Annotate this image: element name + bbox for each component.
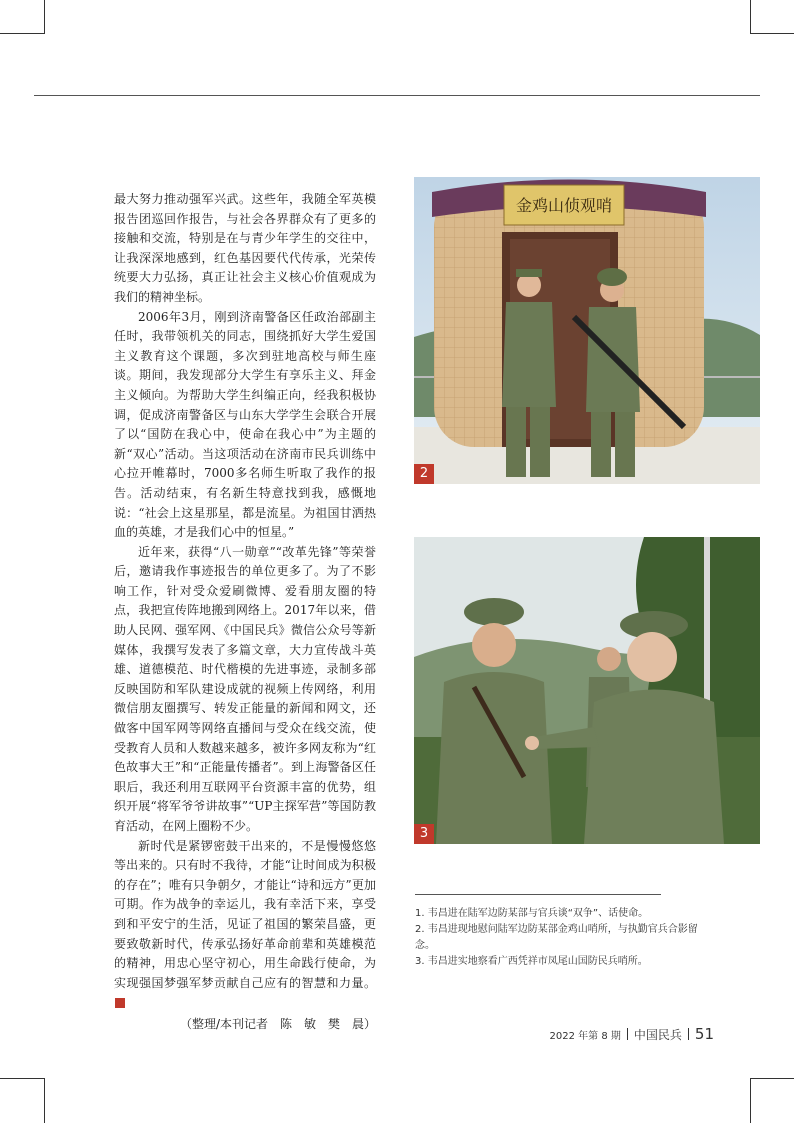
- crop-mark: [44, 1078, 45, 1123]
- caption: 1. 韦昌进在陆军边防某部与官兵谈“双争”、话使命。: [415, 908, 649, 919]
- issue-label: 2022 年第 8 期: [549, 1030, 621, 1042]
- crop-mark: [44, 0, 45, 34]
- field-visit-illustration: [414, 537, 760, 844]
- caption-rule: [415, 894, 661, 895]
- sentry-post-illustration: [414, 177, 760, 484]
- photo-captions: [415, 906, 715, 970]
- paragraph: 2006年3月，刚到济南警备区任政治部副主任时，我带领机关的同志，围绕抓好大学生爱国主义教育这个课题，多次到驻地高校与师生座谈。期间，我发现部分大学生有享乐主义、拜金主义倾向。为帮助大学生纠编正向，经我积极协调，促成济南警备区与山东大学学生会联合开展了以“国防在我心中，使命在我心中”为主题的新“双心”活动。当这项活动在济南市民兵训练中心拉开帷幕时，7000多名师生听取了我作的报告。活动结束，有名新生特意找到我，感慨地说：“社会上这星那星，都是流星。为祖国甘洒热血的英雄，才是我们心中的恒星。”: [114, 309, 376, 540]
- photo-field-visit: [414, 537, 760, 844]
- divider: [688, 1028, 689, 1040]
- sentry-sign: 金鸡山侦观哨: [515, 196, 613, 215]
- author-credit: （整理/本刊记者 陈 敏 樊 晨）: [179, 1016, 376, 1031]
- crop-mark: [750, 1078, 751, 1123]
- crop-mark: [750, 0, 751, 34]
- crop-mark: [0, 1078, 44, 1079]
- caption: 2. 韦昌进现地慰问陆军边防某部金鸡山哨所，与执勤官兵合影留念。: [415, 924, 698, 951]
- paragraph: 最大努力推动强军兴武。这些年，我随全军英模报告团巡回作报告，与社会各界群众有了更多的接触和交流，特别是在与青少年学生的交往中，让我深深地感到，红色基因要代代传承，光荣传统要大力弘扬，真正让社会主义核心价值观成为我们的精神坐标。: [114, 192, 376, 304]
- crop-mark: [750, 1078, 794, 1079]
- header-rule: [34, 95, 760, 96]
- page-footer: [550, 1025, 714, 1043]
- caption: 3. 韦昌进实地察看广西凭祥市凤尾山国防民兵哨所。: [415, 956, 648, 967]
- photo-number-badge: 3: [414, 824, 434, 844]
- end-mark-icon: 民: [115, 998, 125, 1008]
- page-number: 51: [694, 1025, 714, 1043]
- paragraph-text: 新时代是紧锣密鼓干出来的，不是慢慢悠悠等出来的。只有时不我待，才能“让时间成为积极的存在”；唯有只争朝夕，才能让“诗和远方”更加可期。作为战争的幸运儿，我有幸活下来，享受到和平安宁的生活，见证了祖国的繁荣昌盛，更要致敬新时代，传承弘扬好革命前辈和英雄模范的精神，用忠心坚守初心，用生命践行使命，为实现强国梦强军梦贡献自己应有的智慧和力量。: [114, 838, 376, 990]
- article-body: [114, 190, 376, 1035]
- crop-mark: [0, 33, 44, 34]
- crop-mark: [750, 33, 794, 34]
- paragraph: [114, 837, 376, 1013]
- photo-sentry-post: [414, 177, 760, 484]
- paragraph: 近年来，获得“八一勋章”“改革先锋”等荣誉后，邀请我作事迹报告的单位更多了。为了不影响工作，针对受众爱刷微博、爱看朋友圈的特点，我把宣传阵地搬到网络上。2017年以来，借助人民网、强军网、《中国民兵》微信公众号等新媒体，我撰写发表了多篇文章，大力宣传战斗英雄、道德模范、时代楷模的先进事迹，录制多部反映国防和军队建设成就的视频上传网络，利用微信朋友圈撰写、转发正能量的新闻和网文，还做客中国军网等网络直播间与受众在线交流，使受教育人员和人数越来越多，被许多网友称为“红色故事大王”和“正能量传播者”。到上海警备区任职后，我还利用互联网平台资源丰富的优势，组织开展“将军爷爷讲故事”“UP主探军营”等国防教育活动，在网上圈粉不少。: [114, 544, 376, 833]
- photo-number-badge: 2: [414, 464, 434, 484]
- magazine-name: 中国民兵: [633, 1027, 682, 1042]
- divider: [627, 1028, 628, 1040]
